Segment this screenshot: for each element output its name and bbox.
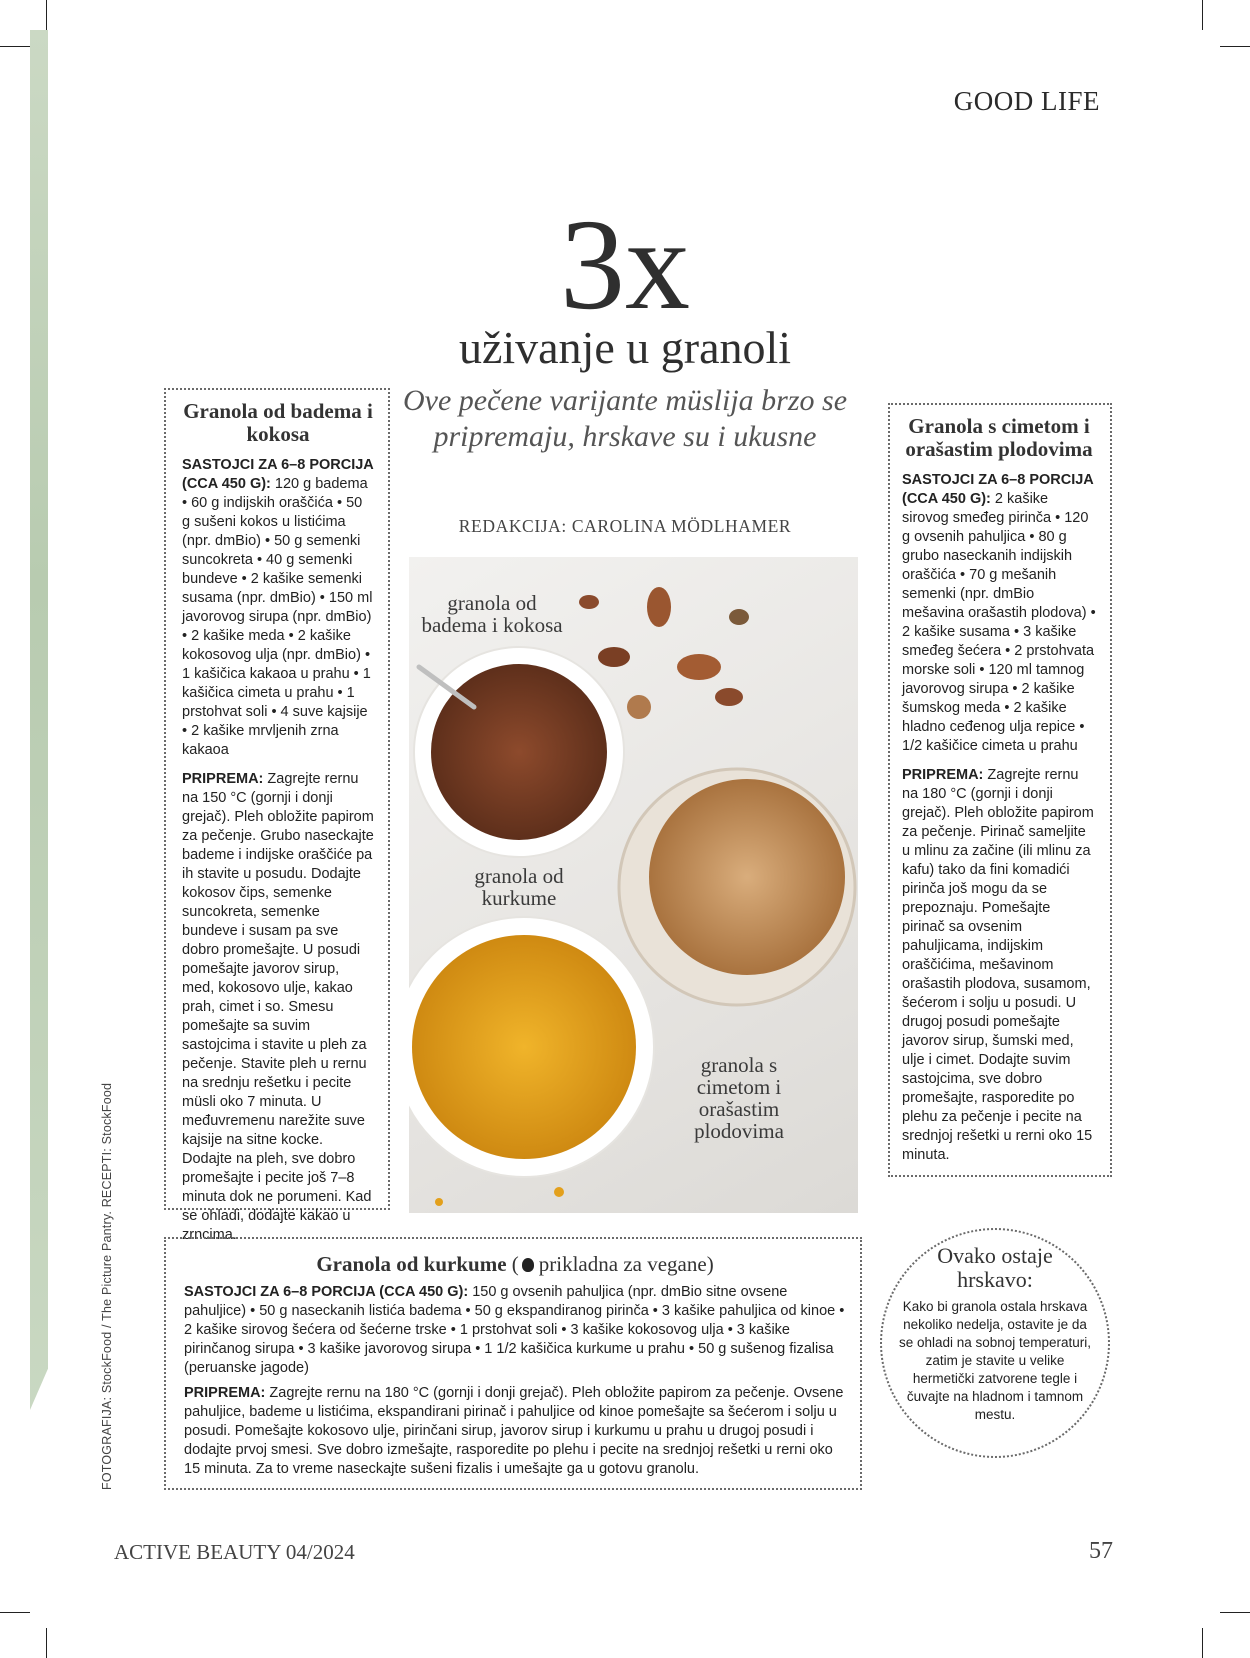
almond-granola (431, 664, 607, 840)
prep-label: PRIPREMA: (182, 771, 264, 787)
recipe-ingredients (182, 456, 374, 760)
section-title: GOOD LIFE (953, 86, 1100, 116)
tip-text: Kako bi granola ostala hrskava nekoliko nedelja, ostavite je da se ohladi na sobnoj temperaturi, zatim je stavite u velike hermetički zatvorene tegle i čuvajte na hladnom i tamnom mestu. (898, 1299, 1092, 1422)
photo-label-almond: granola od badema i kokosa (421, 591, 563, 637)
tip-title: Ovako ostaje hrskavo: (937, 1243, 1053, 1292)
page-title: uživanje u granoli (458, 322, 792, 373)
prep-text: Zagrejte rernu na 180 °C (gornji i donji grejač). Pleh obložite papirom za pečenje. Pirinač sameljite u mlinu za začine (ili mlinu za kafu) tako da fini komadići pirinča još mogu da se prepoznaju. Pomešajte pirinač sa ovsenim pahuljicama, indijskim oraščićima, mešavinom orašastih plodova, susamom, šećerom i solju u posudi. U drugoj posudi pomešajte javorov sirup, šumski med, ulje i cimet. Dodajte suvim sastojcima, sve dobro promešajte, rasporedite po plehu za pečenje i pecite na srednjoj rešetki u rerni oko 15 minuta. (902, 767, 1094, 1163)
granola-photo (409, 557, 858, 1213)
recipe-title: Granola od kurkume (316, 1252, 507, 1276)
nut-piece (627, 695, 651, 719)
vegan-note: ( prikladna za vegane) (511, 1252, 714, 1276)
prep-text: Zagrejte rernu na 150 °C (gornji i donji grejač). Pleh obložite papirom za pečenje. Grubo naseckajte bademe i indijske oraščiće pa ih stavite u posudu. Dodajte kokosov čips, semenke suncokreta, semenke bundeve i susam pa sve dobro promešajte. U posudi pomešajte javorov sirup, med, kokosovo ulje, kakao prah, cimet i so. Smesu pomešajte sa suvim sastojcima i stavite u pleh za pečenje. Stavite pleh u rernu na srednju rešetku i pecite müsli oko 7 minuta. U međuvremenu narežite suve kajsije na sitne kocke. Dodajte na pleh, sve dobro promešajte i pecite još 7–8 minuta dok ne porumeni. Kad se ohladi, dodajte kakao u zrncima. (182, 771, 374, 1243)
nut-piece (598, 647, 630, 667)
turmeric-granola (412, 935, 636, 1159)
recipe-ingredients (184, 1283, 846, 1378)
recipe-preparation (182, 770, 374, 1245)
ingredients-label: SASTOJCI ZA 6–8 PORCIJA (CCA 450 G): (902, 472, 1094, 507)
ingredients-label: SASTOJCI ZA 6–8 PORCIJA (CCA 450 G): (182, 457, 374, 492)
photo-label-cinnamon: granola s cimetom i orašastim plodovima (694, 1053, 784, 1143)
ingredients-text: 120 g badema • 60 g indijskih oraščića • 50 g sušeni kokos u listićima (npr. dmBio) • 50 g semenki suncokreta • 40 g semenki bundeve • 2 kašike semenki susama (npr. dmBio) • 150 ml javorovog sirupa (npr. dmBio) • 2 kašike meda • 2 kašike kokosovog ulja (npr. dmBio) • 1 kašičica kakaoa u prahu • 1 kašičica cimeta u prahu • 1 prstohvat soli • 4 suve kajsije • 2 kašike mrvljenih zrna kakaoa (182, 476, 373, 758)
recipe-title: Granola s cimetom i orašastim plodovima (905, 414, 1093, 461)
recipe-title: Granola od badema i kokosa (183, 399, 373, 446)
crop-mark (0, 46, 30, 47)
footer-magazine: ACTIVE BEAUTY 04/2024 (114, 1540, 355, 1564)
recipe-box-almond-coconut (164, 388, 390, 1243)
apple-icon (522, 1258, 534, 1272)
decorative-leaf-strip (30, 30, 48, 1410)
granola-crumb (435, 1198, 443, 1206)
recipe-ingredients (902, 471, 1096, 756)
ingredients-text: 150 g ovsenih pahuljica (npr. dmBio sitne ovsene pahuljice) • 50 g naseckanih listića badema • 50 g ekspandiranog pirinča • 3 kašike pahuljica od kinoe • 2 kašike sirovog šećera od šećerne trske • 1 prstohvat soli • 3 kašike kokosovog ulja • 3 kašike pirinčanog sirupa • 3 kašike javorovog sirupa • 1 1/2 kašičica kurkume u prahu • 50 g sušenog fizalisa (peruanske jagode) (184, 1284, 845, 1376)
nut-piece (579, 595, 599, 609)
cinnamon-granola (649, 779, 845, 975)
crop-mark (46, 1628, 47, 1658)
almond-piece (647, 587, 671, 627)
crop-mark (1220, 1612, 1250, 1613)
page-number: 57 (1089, 1538, 1113, 1564)
prep-label: PRIPREMA: (902, 767, 984, 783)
tip-circle (880, 1228, 1110, 1458)
recipe-box-cinnamon-nuts (888, 403, 1112, 1177)
crop-mark (1202, 0, 1203, 30)
crop-mark (1220, 46, 1250, 47)
almond-piece (677, 654, 721, 680)
granola-crumb (554, 1187, 564, 1197)
nut-piece (715, 688, 743, 706)
recipe-title-line (184, 1251, 846, 1277)
deck-subtitle: Ove pečene varijante müslija brzo se pripremaju, hrskave su i ukusne (402, 384, 848, 453)
seed-piece (729, 609, 749, 625)
photo-label-turmeric: granola od kurkume (474, 864, 564, 910)
recipe-box-turmeric (164, 1237, 862, 1490)
recipe-preparation (184, 1384, 846, 1479)
recipe-preparation (902, 766, 1096, 1165)
crop-mark (1202, 1628, 1203, 1658)
crop-mark (0, 1612, 30, 1613)
prep-text: Zagrejte rernu na 180 °C (gornji i donji grejač). Pleh obložite papirom za pečenje. Ovsene pahuljice, bademe u listićima, ekspandirani pirinač i pahuljice od kinoe pomešajte sa šećerom i solju u posudi. Pomešajte kokosovo ulje, pirinčani sirup, javorov sirup i kurkumu u prahu u drugoj posudi i dodajte prvoj smesi. Sve dobro izmešajte, rasporedite po plehu i pecite na srednjoj rešetki u rerni oko 15 minuta. Za to vreme naseckajte sušeni fizalis i umešajte ga u gotovu granolu. (184, 1385, 844, 1477)
editor-credit: REDAKCIJA: CAROLINA MÖDLHAMER (458, 516, 792, 536)
crop-mark (46, 0, 47, 30)
headline-number: 3x (560, 193, 690, 337)
ingredients-label: SASTOJCI ZA 6–8 PORCIJA (CCA 450 G): (184, 1284, 469, 1300)
photo-credit: FOTOGRAFIJA: StockFood / The Picture Pantry. RECEPTI: StockFood (100, 1082, 114, 1490)
ingredients-text: 2 kašike sirovog smeđeg pirinča • 120 g ovsenih pahuljica • 80 g grubo naseckanih indijskih oraščića • 70 g mešanih semenki (npr. dmBio mešavina orašastih plodova) • 2 kašike susama • 3 kašike smeđeg šećera • 2 prstohvata morske soli • 120 ml tamnog javorovog sirupa • 2 kašike šumskog meda • 2 kašike hladno ceđenog ulja repice • 1/2 kašičice cimeta u prahu (902, 491, 1096, 754)
prep-label: PRIPREMA: (184, 1385, 266, 1401)
